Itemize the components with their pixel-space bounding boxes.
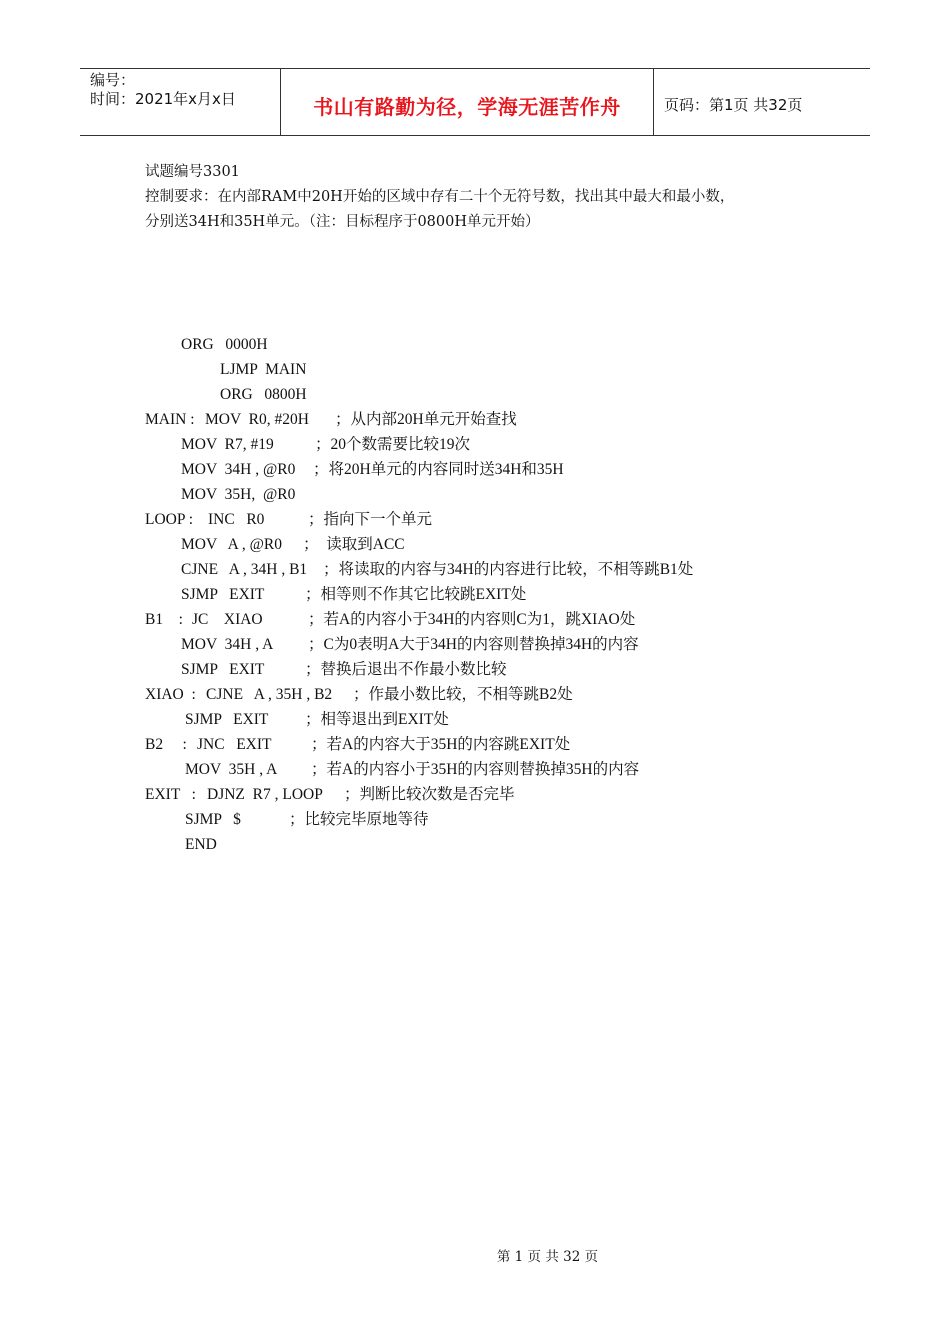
code-instruction: MOV 34H , @R0 — [181, 461, 296, 478]
code-instruction: END — [185, 836, 217, 853]
time-label: 时间：2021年x月x日 — [90, 90, 236, 108]
code-instruction: JC XIAO — [192, 611, 263, 628]
code-line — [145, 557, 845, 582]
code-line — [145, 732, 845, 757]
page-header — [80, 68, 870, 136]
code-line — [145, 532, 845, 557]
number-label: 编号： — [90, 71, 136, 89]
code-comment: ；从内部20H单元开始查找 — [335, 411, 517, 428]
code-instruction: ORG 0800H — [220, 386, 307, 403]
code-comment: ；将读取的内容与34H的内容进行比较，不相等跳B1处 — [323, 561, 694, 578]
code-line — [145, 382, 845, 407]
code-instruction: CJNE A , 35H , B2 — [206, 686, 333, 703]
code-instruction: MOV R7, #19 — [181, 436, 274, 453]
intro-section — [145, 160, 845, 235]
code-comment: ；替换后退出不作最小数比较 — [305, 661, 507, 678]
code-label: B1 : — [145, 611, 183, 628]
requirement-line-2: 分别送34H和35H单元。（注：目标程序于0800H单元开始） — [145, 214, 540, 230]
code-instruction: ORG 0000H — [181, 336, 268, 353]
code-line — [145, 807, 845, 832]
code-comment: ；比较完毕原地等待 — [289, 811, 429, 828]
code-line — [145, 657, 845, 682]
question-title: 试题编号3301 — [145, 164, 240, 180]
code-label: LOOP : — [145, 511, 194, 528]
header-page-info: 页码：第1页 共32页 — [664, 95, 803, 114]
code-comment: ； 读取到ACC — [303, 536, 405, 553]
code-line — [145, 757, 845, 782]
code-label: XIAO : — [145, 686, 196, 703]
code-line — [145, 607, 845, 632]
code-comment: ；指向下一个单元 — [308, 511, 433, 528]
code-line — [145, 457, 845, 482]
code-comment: ；相等则不作其它比较跳EXIT处 — [305, 586, 527, 603]
code-instruction: LJMP MAIN — [220, 361, 307, 378]
code-line — [145, 332, 845, 357]
code-comment: ；若A的内容小于34H的内容则C为1，跳XIAO处 — [308, 611, 636, 628]
code-comment: ；若A的内容大于35H的内容跳EXIT处 — [311, 736, 571, 753]
code-instruction: MOV R0, #20H — [205, 411, 309, 428]
code-instruction: MOV 34H , A — [181, 636, 274, 653]
code-comment: ；若A的内容小于35H的内容则替换掉35H的内容 — [311, 761, 640, 778]
code-instruction: MOV 35H, @R0 — [181, 486, 296, 503]
code-comment: ；判断比较次数是否完毕 — [344, 786, 515, 803]
code-line — [145, 682, 845, 707]
code-instruction: MOV A , @R0 — [181, 536, 282, 553]
code-comment: ；20个数需要比较19次 — [315, 436, 471, 453]
code-line — [145, 357, 845, 382]
page-footer: 第 1 页 共 32 页 — [496, 1249, 599, 1265]
code-line — [145, 707, 845, 732]
code-instruction: MOV 35H , A — [185, 761, 278, 778]
code-instruction: CJNE A , 34H , B1 — [181, 561, 308, 578]
code-line — [145, 782, 845, 807]
code-instruction: SJMP EXIT — [185, 711, 269, 728]
code-instruction: SJMP $ — [185, 811, 241, 828]
code-comment: ；将20H单元的内容同时送34H和35H — [313, 461, 564, 478]
header-motto: 书山有路勤为径，学海无涯苦作舟 — [281, 69, 654, 135]
code-line — [145, 507, 845, 532]
code-instruction: SJMP EXIT — [181, 661, 265, 678]
code-line — [145, 432, 845, 457]
code-line — [145, 407, 845, 432]
code-line — [145, 832, 845, 857]
code-line — [145, 632, 845, 657]
code-comment: ；作最小数比较，不相等跳B2处 — [353, 686, 573, 703]
code-label: EXIT : — [145, 786, 196, 803]
assembly-code-block — [145, 332, 845, 857]
code-instruction: DJNZ R7 , LOOP — [207, 786, 323, 803]
code-instruction: JNC EXIT — [197, 736, 272, 753]
code-comment: ；C为0表明A大于34H的内容则替换掉34H的内容 — [308, 636, 639, 653]
code-line — [145, 582, 845, 607]
requirement-line-1: 控制要求：在内部RAM中20H开始的区域中存有二十个无符号数，找出其中最大和最小数， — [145, 189, 735, 205]
code-line — [145, 482, 845, 507]
code-comment: ；相等退出到EXIT处 — [305, 711, 449, 728]
header-meta-cell — [80, 69, 281, 135]
code-instruction: INC R0 — [208, 511, 265, 528]
code-instruction: SJMP EXIT — [181, 586, 265, 603]
code-label: MAIN : — [145, 411, 195, 428]
code-label: B2 : — [145, 736, 187, 753]
